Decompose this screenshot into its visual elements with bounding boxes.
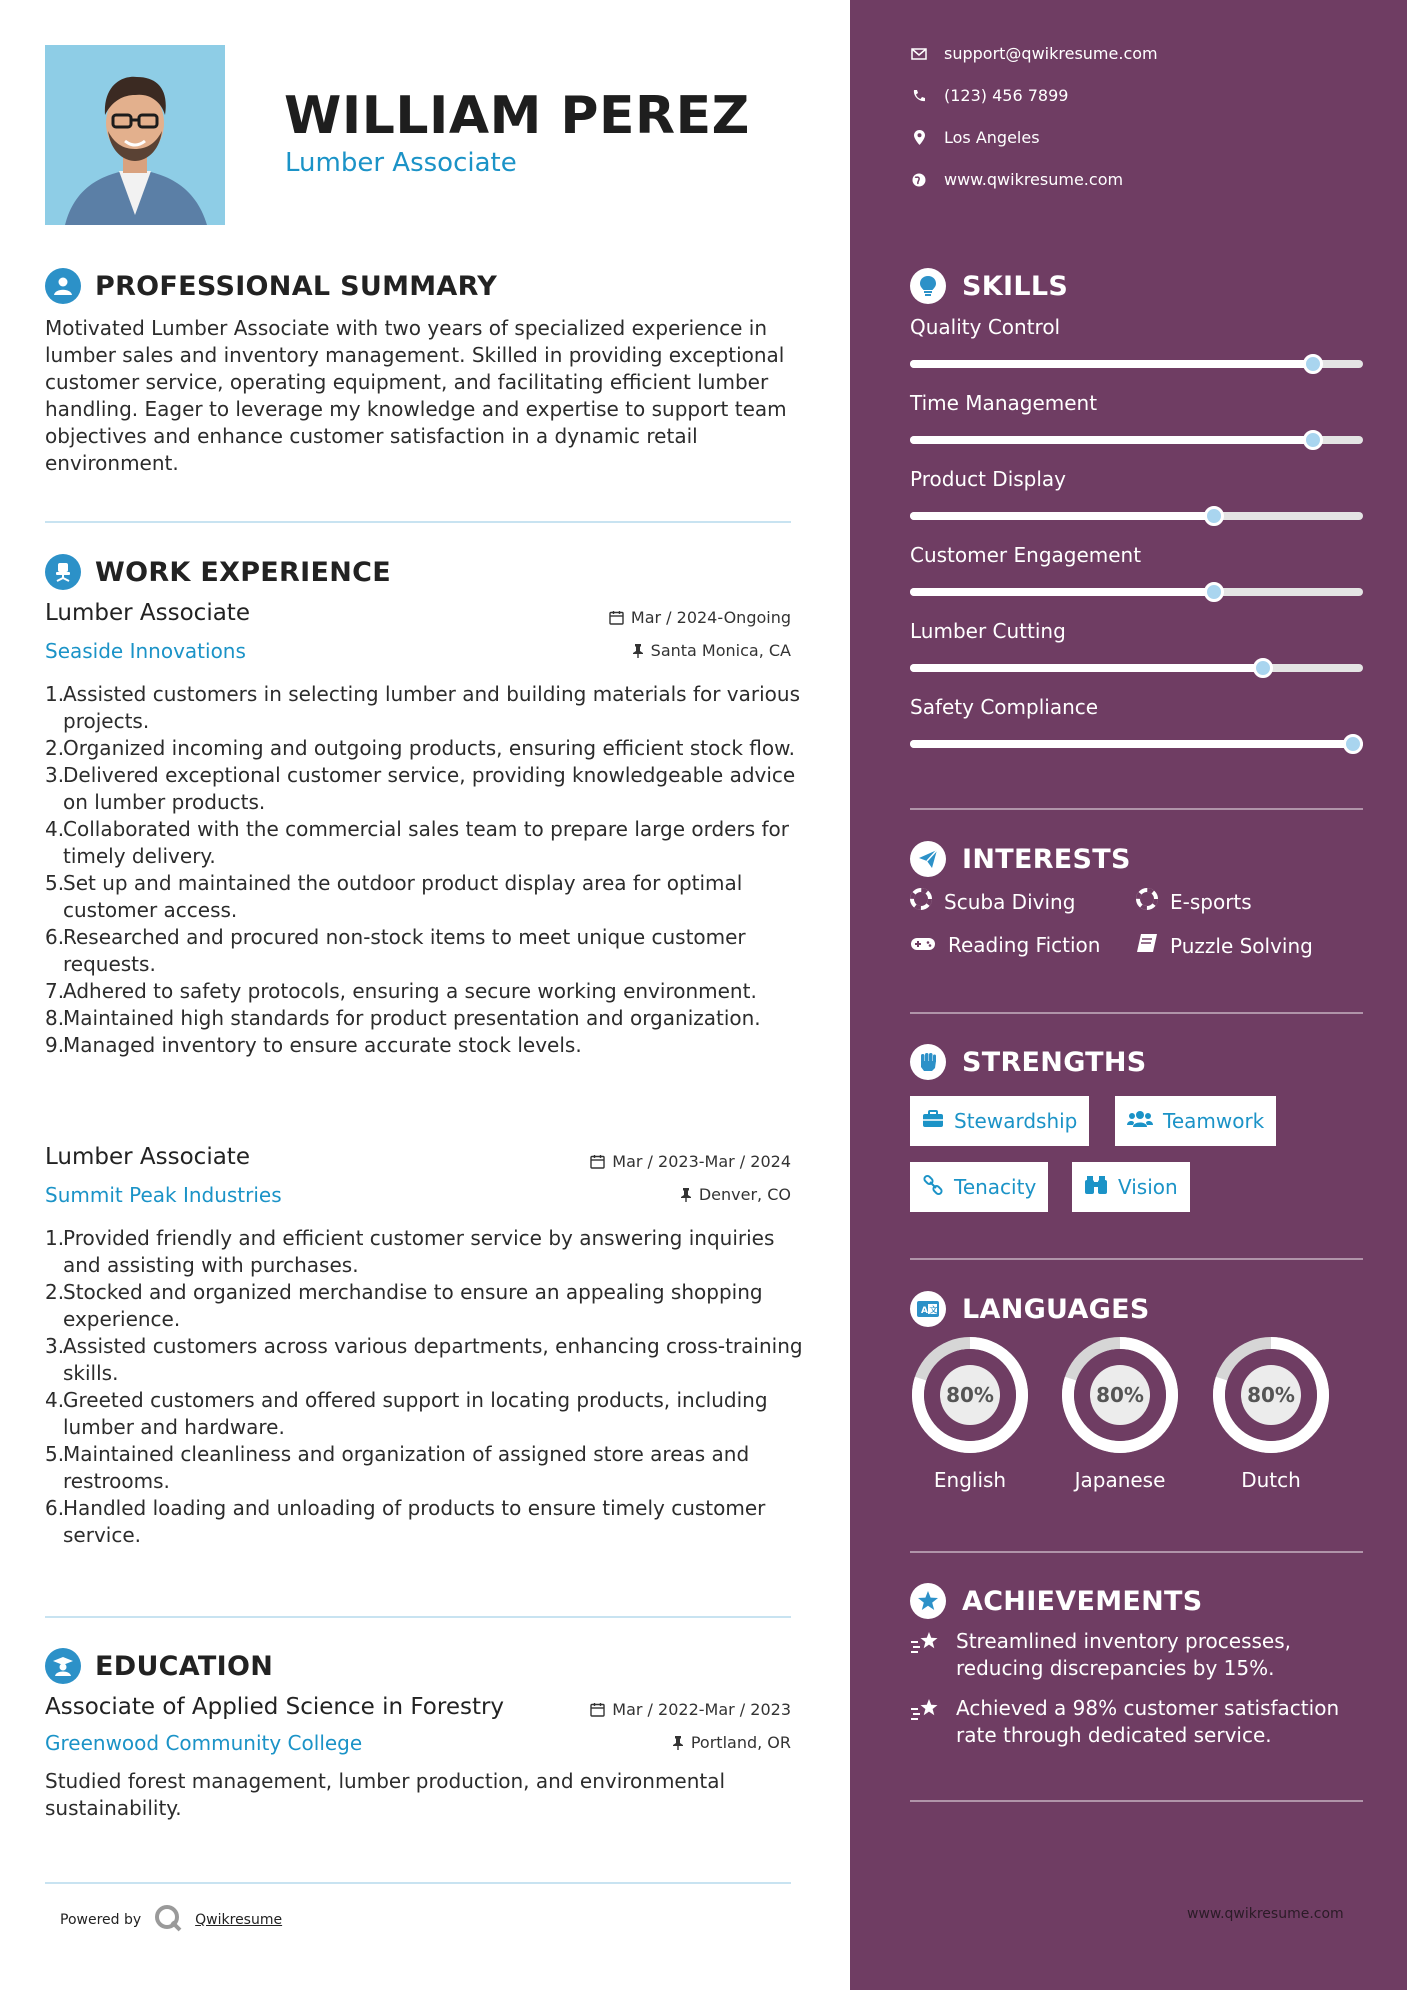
list-number: 4.: [45, 817, 65, 841]
contact-location: Los Angeles: [910, 128, 1040, 147]
experience-section-header: [45, 554, 391, 590]
skill-bar: [910, 512, 1363, 520]
strength-vision: Vision: [1072, 1162, 1190, 1212]
skill-bar: [910, 664, 1363, 672]
binoculars-icon: [1084, 1175, 1108, 1200]
strength-stewardship: Stewardship: [910, 1096, 1089, 1146]
office-chair-icon: [45, 554, 81, 590]
achievements-heading: ACHIEVEMENTS: [962, 1585, 1203, 1617]
paper-plane-icon: [910, 841, 946, 877]
achievements-section-header: [910, 1583, 1203, 1619]
job-1-location: Santa Monica, CA: [632, 641, 791, 660]
list-number: 1.: [45, 682, 65, 706]
list-item: 4. Collaborated with the commercial sales team to prepare large orders for timely delivery.: [45, 817, 789, 868]
job-2-company: Summit Peak Industries: [45, 1183, 282, 1207]
qwikresume-link[interactable]: Qwikresume: [195, 1912, 283, 1928]
skill-bar-fill: [910, 664, 1263, 672]
list-number: 3.: [45, 1334, 65, 1358]
language-percent: 80%: [940, 1365, 1000, 1425]
language-item: [908, 1335, 1032, 1492]
education-section-header: [45, 1648, 273, 1684]
language-name: English: [933, 1468, 1007, 1492]
education-heading: EDUCATION: [95, 1650, 274, 1682]
interest-reading-fiction: Reading Fiction: [910, 933, 1100, 957]
list-item: 4. Greeted customers and offered support in locating products, including lumber and hardware.: [45, 1388, 768, 1439]
skill-level-knob: [1204, 506, 1224, 526]
skill-level-knob: [1343, 734, 1363, 754]
skill-label: Customer Engagement: [910, 543, 1142, 567]
skill-level-knob: [1303, 354, 1323, 374]
skill-level-knob: [1253, 658, 1273, 678]
life-ring-icon: [910, 888, 932, 915]
list-number: 6.: [45, 1496, 65, 1520]
pushpin-icon: [672, 1735, 684, 1750]
list-item: 5. Set up and maintained the outdoor product display area for optimal customer access.: [45, 871, 743, 922]
lightbulb-icon: [910, 268, 946, 304]
footer-website[interactable]: www.qwikresume.com: [1187, 1906, 1344, 1922]
section-divider: [910, 1551, 1363, 1553]
candidate-name: WILLIAM PEREZ: [284, 86, 750, 146]
language-name: Dutch: [1241, 1468, 1301, 1492]
education-location: Portland, OR: [672, 1733, 791, 1752]
education-degree: Associate of Applied Science in Forestry: [45, 1694, 505, 1720]
section-divider: [910, 1012, 1363, 1014]
language-ring: [910, 1335, 1030, 1455]
skill-bar-fill: [910, 512, 1214, 520]
achievement-item: Streamlined inventory processes, reducing discrepancies by 15%.: [910, 1628, 1370, 1682]
list-number: 8.: [45, 1006, 65, 1030]
list-item: 3. Assisted customers across various departments, enhancing cross-training skills.: [45, 1334, 803, 1385]
list-number: 5.: [45, 871, 65, 895]
svg-text:文: 文: [929, 1305, 938, 1315]
life-ring-icon: [1136, 888, 1158, 915]
job-1-responsibilities: [45, 681, 805, 1059]
link-icon: [922, 1174, 944, 1201]
skill-level-knob: [1303, 430, 1323, 450]
contact-website[interactable]: www.qwikresume.com: [910, 170, 1123, 189]
language-item: [1209, 1335, 1333, 1492]
list-item: 6. Researched and procured non-stock items to meet unique customer requests.: [45, 925, 746, 976]
section-divider: [910, 1258, 1363, 1260]
skill-bar-fill: [910, 740, 1363, 748]
users-icon: [1127, 1109, 1153, 1133]
skill-bar-fill: [910, 360, 1313, 368]
list-number: 4.: [45, 1388, 65, 1412]
skill-label: Safety Compliance: [910, 695, 1099, 719]
list-item: 6. Handled loading and unloading of products to ensure timely customer service.: [45, 1496, 766, 1547]
strengths-heading: STRENGTHS: [962, 1046, 1147, 1078]
strength-teamwork: Teamwork: [1115, 1096, 1276, 1146]
strength-tenacity: Tenacity: [910, 1162, 1048, 1212]
skill-bar: [910, 360, 1363, 368]
job-2-location: Denver, CO: [680, 1185, 791, 1204]
skills-section-header: [910, 268, 1068, 304]
list-number: 2.: [45, 1280, 65, 1304]
translate-icon: [910, 1291, 946, 1327]
list-number: 7.: [45, 979, 65, 1003]
section-divider: [910, 1800, 1363, 1802]
shooting-star-icon: [910, 1628, 942, 1682]
interest-scuba-diving: Scuba Diving: [910, 888, 1075, 915]
user-icon: [45, 268, 81, 304]
list-number: 2.: [45, 736, 65, 760]
svg-text:A: A: [921, 1306, 928, 1316]
interest-e-sports: E-sports: [1136, 888, 1252, 915]
list-item: 9. Managed inventory to ensure accurate stock levels.: [45, 1033, 582, 1057]
summary-heading: PROFESSIONAL SUMMARY: [95, 270, 498, 302]
map-marker-icon: [910, 130, 928, 145]
job-1-role: Lumber Associate: [45, 600, 250, 626]
job-2-responsibilities: [45, 1225, 805, 1549]
job-2-dates: Mar / 2023-Mar / 2024: [590, 1152, 791, 1171]
list-item: 1. Provided friendly and efficient customer service by answering inquiries and assisting with purchases.: [45, 1226, 775, 1277]
shooting-star-icon: [910, 1695, 942, 1749]
list-number: 6.: [45, 925, 65, 949]
calendar-icon: [590, 1154, 605, 1169]
skill-bar: [910, 588, 1363, 596]
profile-photo: [45, 45, 225, 225]
section-divider: [45, 1882, 791, 1884]
skill-label: Time Management: [910, 391, 1098, 415]
list-number: 1.: [45, 1226, 65, 1250]
list-item: 7. Adhered to safety protocols, ensuring a secure working environment.: [45, 979, 757, 1003]
language-ring: [1211, 1335, 1331, 1455]
language-name: Japanese: [1074, 1468, 1166, 1492]
envelope-icon: [910, 48, 928, 60]
contact-email[interactable]: support@qwikresume.com: [910, 44, 1158, 63]
skill-label: Lumber Cutting: [910, 619, 1066, 643]
list-item: 8. Maintained high standards for product presentation and organization.: [45, 1006, 761, 1030]
calendar-icon: [590, 1702, 605, 1717]
skills-heading: SKILLS: [962, 270, 1069, 302]
contact-phone[interactable]: (123) 456 7899: [910, 86, 1068, 105]
graduate-icon: [45, 1648, 81, 1684]
achievement-item: Achieved a 98% customer satisfaction rate through dedicated service.: [910, 1695, 1370, 1749]
book-icon: [1136, 933, 1158, 958]
list-item: 2. Organized incoming and outgoing products, ensuring efficient stock flow.: [45, 736, 796, 760]
skill-bar-fill: [910, 436, 1313, 444]
candidate-title: Lumber Associate: [285, 148, 517, 178]
list-number: 3.: [45, 763, 65, 787]
languages-section-header: [910, 1291, 1150, 1327]
education-school: Greenwood Community College: [45, 1731, 363, 1755]
list-item: 1. Assisted customers in selecting lumber and building materials for various projects.: [45, 682, 801, 733]
fist-icon: [910, 1044, 946, 1080]
language-percent: 80%: [1090, 1365, 1150, 1425]
briefcase-icon: [922, 1109, 944, 1133]
star-badge-icon: [910, 1583, 946, 1619]
calendar-icon: [609, 610, 624, 625]
section-divider: [45, 521, 791, 523]
summary-section-header: [45, 268, 497, 304]
education-description: Studied forest management, lumber production, and environmental sustainability.: [45, 1769, 726, 1820]
job-1-dates: Mar / 2024-Ongoing: [609, 608, 791, 627]
list-item: 2. Stocked and organized merchandise to ensure an appealing shopping experience.: [45, 1280, 763, 1331]
sidebar: [850, 0, 1407, 1990]
list-number: 9.: [45, 1033, 65, 1057]
qwikresume-logo-icon: [153, 1903, 183, 1937]
interest-puzzle-solving: Puzzle Solving: [1136, 933, 1313, 958]
job-1-company: Seaside Innovations: [45, 639, 246, 663]
skill-bar: [910, 740, 1363, 748]
skill-bar: [910, 436, 1363, 444]
strengths-section-header: [910, 1044, 1147, 1080]
summary-text: Motivated Lumber Associate with two years of specialized experience in lumber sales and inventory management. Skilled in providing exceptional customer service, operating equipment, and facilitating efficient lumber handling. Eager to leverage my knowledge and expertise to support team objectives and enhance customer satisfaction in a dynamic retail environment.: [45, 316, 787, 475]
section-divider: [45, 1616, 791, 1618]
language-percent: 80%: [1241, 1365, 1301, 1425]
interests-section-header: [910, 841, 1131, 877]
globe-icon: [910, 173, 928, 187]
list-item: 5. Maintained cleanliness and organization of assigned store areas and restrooms.: [45, 1442, 750, 1493]
skill-level-knob: [1204, 582, 1224, 602]
education-dates: Mar / 2022-Mar / 2023: [590, 1700, 791, 1719]
list-number: 5.: [45, 1442, 65, 1466]
powered-by: Powered by Qwikresume: [60, 1903, 282, 1937]
section-divider: [910, 808, 1363, 810]
gamepad-icon: [910, 933, 936, 957]
skill-label: Quality Control: [910, 315, 1061, 339]
pushpin-icon: [632, 643, 644, 658]
phone-icon: [910, 89, 928, 103]
list-item: 3. Delivered exceptional customer service, providing knowledgeable advice on lumber products.: [45, 763, 796, 814]
language-item: [1058, 1335, 1182, 1492]
language-ring: [1060, 1335, 1180, 1455]
experience-heading: WORK EXPERIENCE: [95, 556, 391, 588]
interests-heading: INTERESTS: [962, 843, 1131, 875]
pushpin-icon: [680, 1187, 692, 1202]
skill-label: Product Display: [910, 467, 1067, 491]
skill-bar-fill: [910, 588, 1214, 596]
job-2-role: Lumber Associate: [45, 1144, 250, 1170]
languages-heading: LANGUAGES: [962, 1293, 1150, 1325]
